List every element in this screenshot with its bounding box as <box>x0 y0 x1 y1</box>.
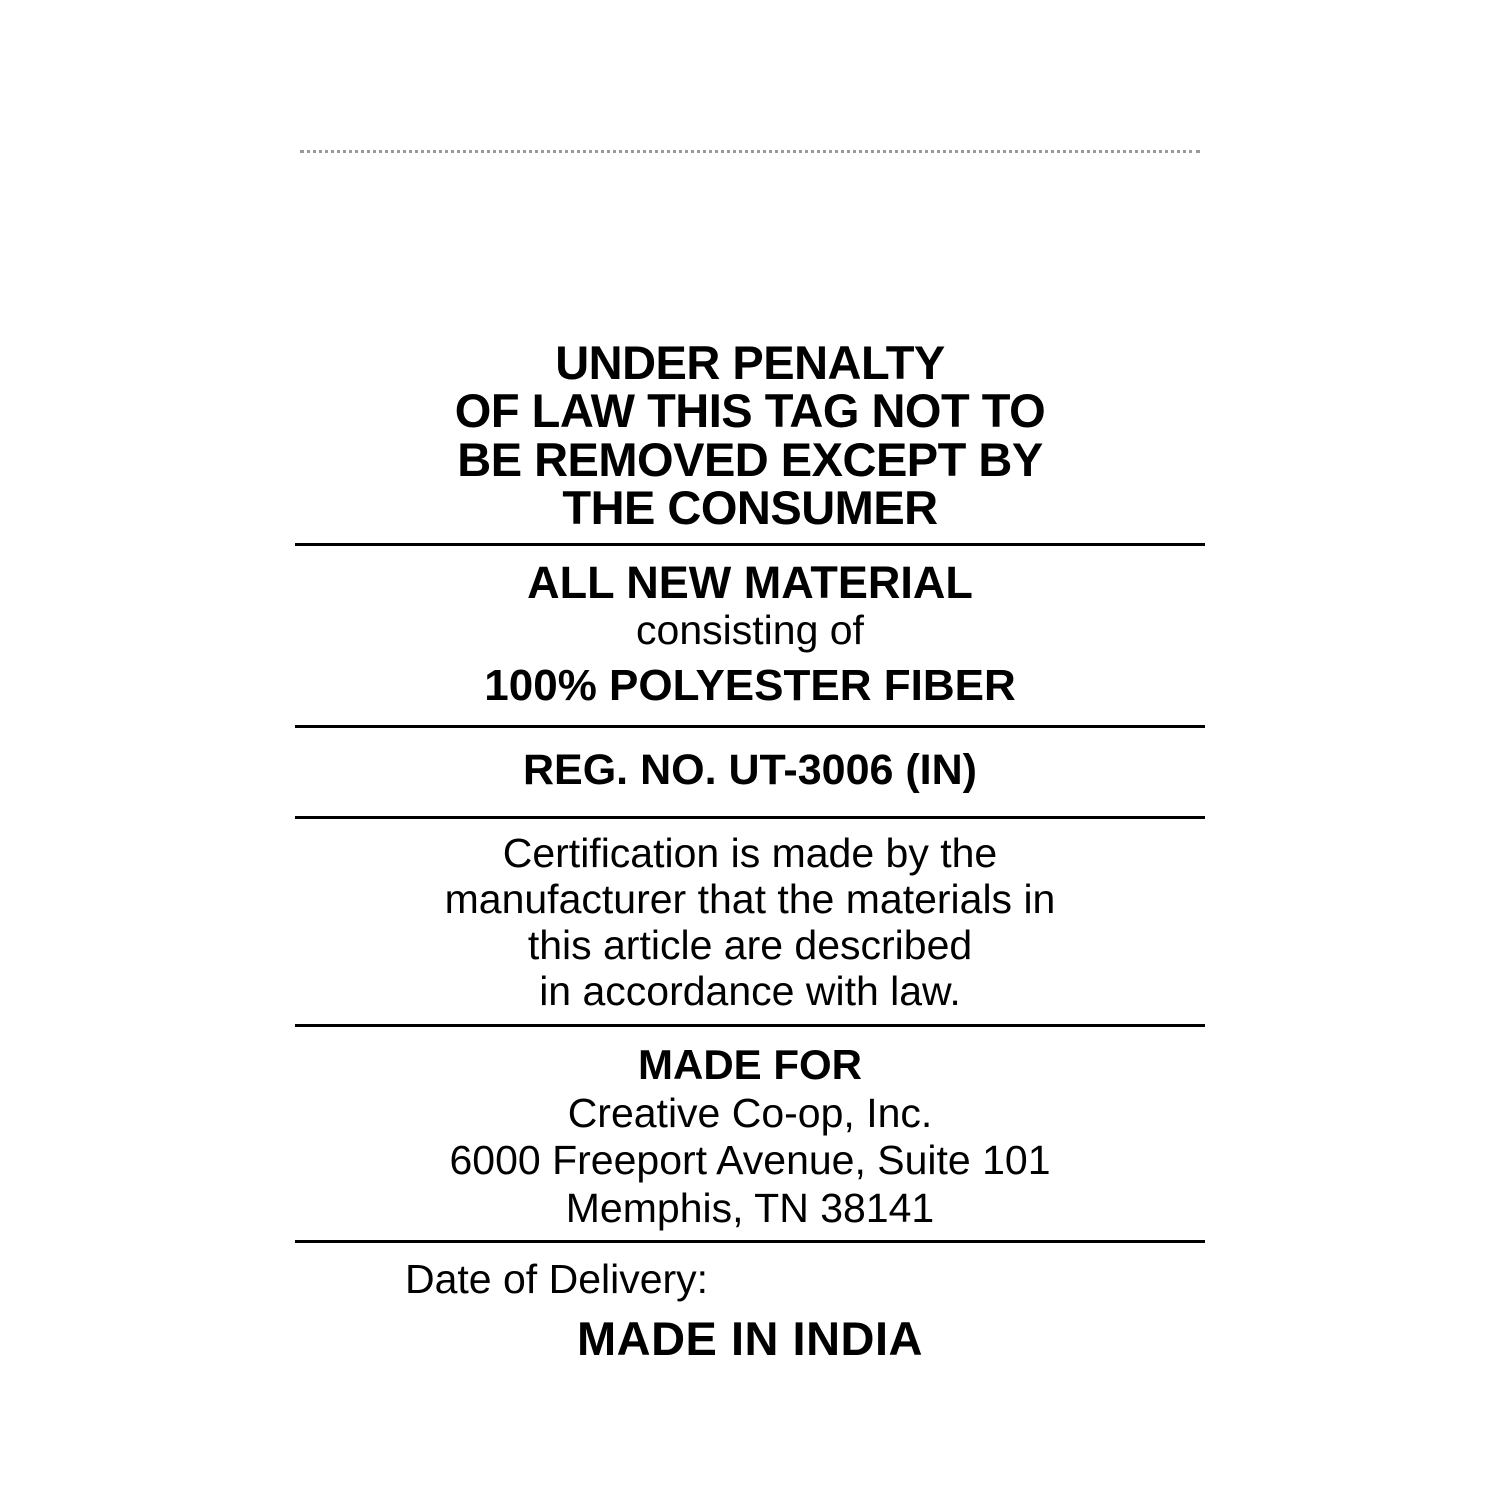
material-fiber-content: 100% POLYESTER FIBER <box>484 661 1016 711</box>
made-for-block <box>295 1027 1205 1240</box>
penalty-notice-line-2: OF LAW THIS TAG NOT TO <box>454 384 1046 438</box>
made-for-company: Creative Co-op, Inc. <box>567 1089 933 1136</box>
certification-line-4: in accordance with law. <box>539 967 961 1014</box>
material-block <box>295 546 1205 725</box>
penalty-notice-line-4: THE CONSUMER <box>562 481 938 535</box>
footer-block <box>295 1243 1205 1367</box>
material-consisting-of: consisting of <box>636 607 864 654</box>
made-for-address-line-1: 6000 Freeport Avenue, Suite 101 <box>449 1137 1051 1184</box>
perforation-tear-line <box>300 150 1200 155</box>
certification-block <box>295 819 1205 1025</box>
penalty-notice-line-1: UNDER PENALTY <box>555 336 945 389</box>
date-of-delivery-label: Date of Delivery: <box>405 1256 709 1303</box>
certification-line-2: manufacturer that the materials in <box>444 875 1056 922</box>
made-for-address-line-2: Memphis, TN 38141 <box>565 1184 935 1231</box>
label-content <box>295 335 1205 1367</box>
registration-number: REG. NO. UT-3006 (IN) <box>523 746 977 795</box>
country-of-origin: MADE IN INDIA <box>577 1311 923 1365</box>
certification-line-1: Certification is made by the <box>502 829 998 876</box>
registration-block <box>295 728 1205 816</box>
penalty-notice-block <box>295 335 1205 543</box>
material-title: ALL NEW MATERIAL <box>527 556 973 608</box>
penalty-notice-line-3: BE REMOVED EXCEPT BY <box>457 432 1043 486</box>
made-for-title: MADE FOR <box>638 1041 862 1089</box>
certification-line-3: this article are described <box>527 921 973 968</box>
